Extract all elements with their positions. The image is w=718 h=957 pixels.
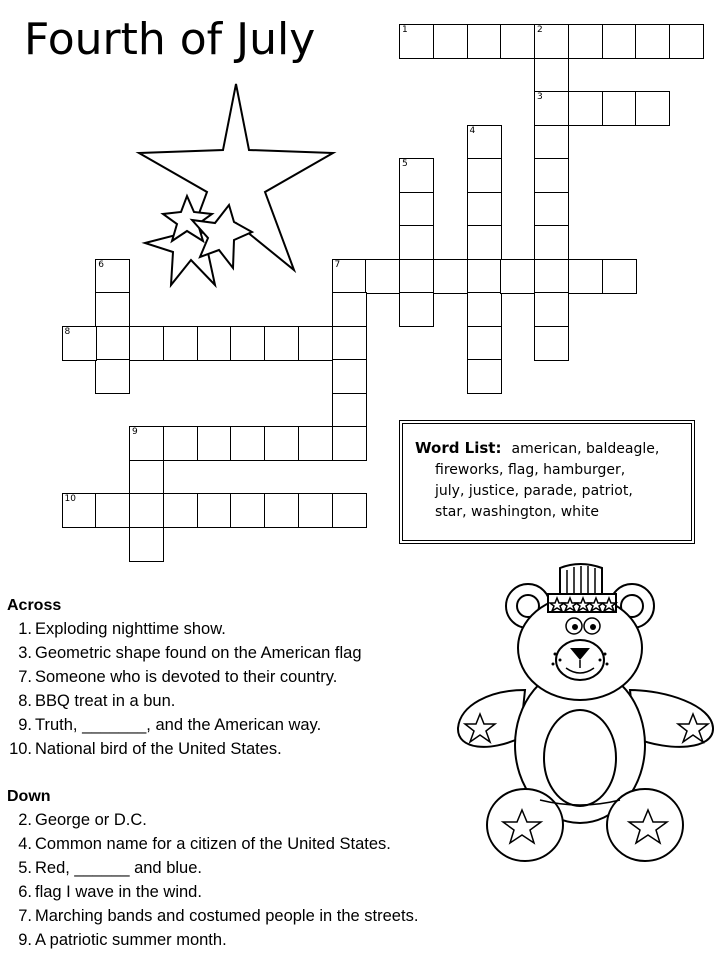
clue-item-text: flag I wave in the wind. [35, 883, 202, 901]
crossword-cell[interactable] [95, 292, 130, 327]
clue-item-text: Marching bands and costumed people in the streets. [35, 907, 419, 925]
crossword-cell[interactable] [602, 91, 637, 126]
left-foot [487, 789, 563, 861]
clue-item-text: Truth, _______, and the American way. [35, 716, 322, 734]
crossword-cell[interactable] [534, 326, 569, 361]
hat-star-icon [550, 598, 564, 611]
clue-item-text: Someone who is devoted to their country. [35, 668, 338, 686]
crossword-cell[interactable] [534, 158, 569, 193]
small-star-icon [163, 196, 212, 241]
crossword-cell[interactable] [365, 259, 400, 294]
crossword-cell[interactable] [230, 326, 265, 361]
clue-item-number: 2. [18, 811, 32, 829]
crossword-cell[interactable] [298, 493, 333, 528]
crossword-cell[interactable] [264, 426, 299, 461]
crossword-cell[interactable] [467, 326, 502, 361]
crossword-cell[interactable] [399, 259, 434, 294]
clue-item [0, 859, 202, 878]
bear-muzzle [556, 640, 604, 680]
clue-number: 7 [334, 259, 341, 270]
nose-icon [570, 648, 590, 660]
clue-item [0, 692, 175, 711]
clue-item-text: A patriotic summer month. [35, 931, 227, 949]
clue-number: 6 [98, 259, 104, 270]
crossword-cell[interactable] [467, 24, 502, 59]
clue-item-text: Exploding nighttime show. [35, 620, 226, 638]
crossword-cell[interactable] [399, 225, 434, 260]
crossword-cell[interactable] [230, 493, 265, 528]
clue-item-number: 7. [18, 907, 32, 925]
hat-star-icon [563, 598, 577, 611]
crossword-cell[interactable] [129, 460, 164, 495]
crossword-cell[interactable] [197, 326, 232, 361]
small-star-icon [145, 206, 240, 285]
crossword-cell[interactable] [264, 326, 299, 361]
clue-item-number: 9. [18, 716, 32, 734]
clue-number: 4 [469, 125, 476, 136]
crossword-cell[interactable] [467, 292, 502, 327]
crossword-cell[interactable] [635, 24, 670, 59]
clue-number: 5 [402, 159, 408, 169]
bear-belly [544, 710, 616, 806]
bear-body [515, 667, 645, 823]
across-heading: Across [7, 597, 62, 614]
crossword-cell[interactable] [129, 493, 164, 528]
crossword-cell[interactable] [62, 326, 97, 361]
crossword-cell[interactable] [500, 24, 535, 59]
crossword-cell[interactable] [95, 326, 130, 361]
word-list-line: star, washington, white [435, 504, 600, 520]
crossword-cell[interactable] [129, 426, 164, 461]
clue-item-number: 1. [18, 620, 32, 638]
clue-item [0, 883, 202, 902]
word-list-line: american, baldeagle, [511, 441, 660, 457]
clue-item-number: 8. [18, 692, 32, 710]
crossword-cell[interactable] [163, 493, 198, 528]
crossword-cell[interactable] [433, 24, 468, 59]
crossword-cell[interactable] [129, 326, 164, 361]
word-list-line: fireworks, flag, hamburger, [435, 462, 626, 478]
foot-star-icon [629, 810, 667, 843]
crossword-cell[interactable] [197, 493, 232, 528]
clue-item-text: National bird of the United States. [35, 740, 282, 758]
clue-number: 10 [64, 494, 76, 504]
crossword-cell[interactable] [467, 192, 502, 227]
crossword-cell[interactable] [332, 359, 367, 394]
crossword-cell[interactable] [534, 91, 569, 126]
crossword-cell[interactable] [534, 225, 569, 260]
small-star-icon [192, 205, 252, 268]
left-ear [506, 584, 550, 628]
clue-number: 8 [64, 326, 71, 337]
crossword-cell[interactable] [635, 91, 670, 126]
down-heading: Down [7, 788, 51, 805]
clue-item-number: 9. [18, 931, 32, 949]
crossword-cell[interactable] [230, 426, 265, 461]
crossword-cell[interactable] [534, 58, 569, 93]
word-list-label: Word List: [415, 439, 502, 457]
crossword-cell[interactable] [163, 326, 198, 361]
right-ear [610, 584, 654, 628]
page-title: Fourth of July [24, 14, 316, 65]
crossword-cell[interactable] [568, 259, 603, 294]
paw-star-icon [465, 714, 495, 742]
clue-item [0, 620, 226, 639]
hat-star-icon [589, 598, 603, 611]
foot-star-icon [503, 810, 541, 843]
crossword-cell[interactable] [332, 426, 367, 461]
crossword-cell[interactable] [433, 259, 468, 294]
hat-star-icon [602, 598, 616, 611]
crossword-cell[interactable] [534, 192, 569, 227]
bear-head [518, 596, 642, 700]
crossword-cell[interactable] [467, 359, 502, 394]
crossword-cell[interactable] [332, 393, 367, 428]
crossword-cell[interactable] [500, 259, 535, 294]
crossword-cell[interactable] [467, 259, 502, 294]
clue-item-number: 7. [18, 668, 32, 686]
word-list-line: july, justice, parade, patriot, [435, 483, 633, 499]
clue-item [0, 811, 147, 830]
crossword-cell[interactable] [332, 259, 367, 294]
clue-item [0, 668, 337, 687]
clue-item-number: 4. [18, 835, 32, 853]
crossword-cell[interactable] [332, 292, 367, 327]
crossword-cell[interactable] [534, 259, 569, 294]
crossword-cell[interactable] [95, 359, 130, 394]
crossword-cell[interactable] [399, 158, 434, 193]
clue-item-number: 3. [18, 644, 32, 662]
right-arm [630, 690, 713, 747]
large-star-icon [139, 84, 333, 270]
crossword-cell[interactable] [399, 292, 434, 327]
crossword-cell[interactable] [264, 493, 299, 528]
crossword-cell[interactable] [197, 426, 232, 461]
crossword-cell[interactable] [467, 125, 502, 160]
clue-item [0, 931, 227, 950]
crossword-cell[interactable] [602, 259, 637, 294]
crossword-cell[interactable] [467, 225, 502, 260]
crossword-cell[interactable] [399, 24, 434, 59]
clue-item-text: Common name for a citizen of the United States. [35, 835, 391, 853]
clue-item-text: Geometric shape found on the American flag [35, 644, 362, 662]
clue-item-number: 10. [9, 740, 32, 758]
word-list-box [399, 420, 695, 544]
hat-star-icon [576, 598, 590, 611]
crossword-cell[interactable] [602, 24, 637, 59]
crossword-cell[interactable] [534, 292, 569, 327]
crossword-cell[interactable] [467, 158, 502, 193]
crossword-cell[interactable] [95, 259, 130, 294]
clue-number: 2 [537, 25, 543, 35]
crossword-cell[interactable] [399, 192, 434, 227]
clue-item-number: 5. [18, 859, 32, 877]
crossword-cell[interactable] [129, 527, 164, 562]
clue-item [0, 716, 321, 735]
clue-item [0, 644, 362, 663]
crossword-cell[interactable] [332, 326, 367, 361]
crossword-cell[interactable] [568, 24, 603, 59]
left-arm [458, 690, 525, 747]
crossword-cell[interactable] [298, 326, 333, 361]
crossword-cell[interactable] [669, 24, 704, 59]
clue-item-text: George or D.C. [35, 811, 147, 829]
crossword-cell[interactable] [163, 426, 198, 461]
crossword-cell[interactable] [534, 24, 569, 59]
crossword-cell[interactable] [534, 125, 569, 160]
clue-item [0, 740, 282, 759]
crossword-cell[interactable] [62, 493, 97, 528]
clue-number: 3 [537, 92, 543, 102]
crossword-cell[interactable] [298, 426, 333, 461]
clue-number: 1 [402, 25, 408, 35]
crossword-cell[interactable] [332, 493, 367, 528]
paw-star-icon [678, 714, 708, 742]
clue-item [0, 907, 418, 926]
crossword-cell[interactable] [95, 493, 130, 528]
hat-icon [560, 564, 602, 596]
clue-item-text: Red, ______ and blue. [35, 859, 202, 877]
right-foot [607, 789, 683, 861]
clue-item [0, 835, 391, 854]
clue-item-text: BBQ treat in a bun. [35, 692, 176, 710]
clue-item-number: 6. [18, 883, 32, 901]
crossword-cell[interactable] [568, 91, 603, 126]
clue-number: 9 [132, 427, 138, 437]
